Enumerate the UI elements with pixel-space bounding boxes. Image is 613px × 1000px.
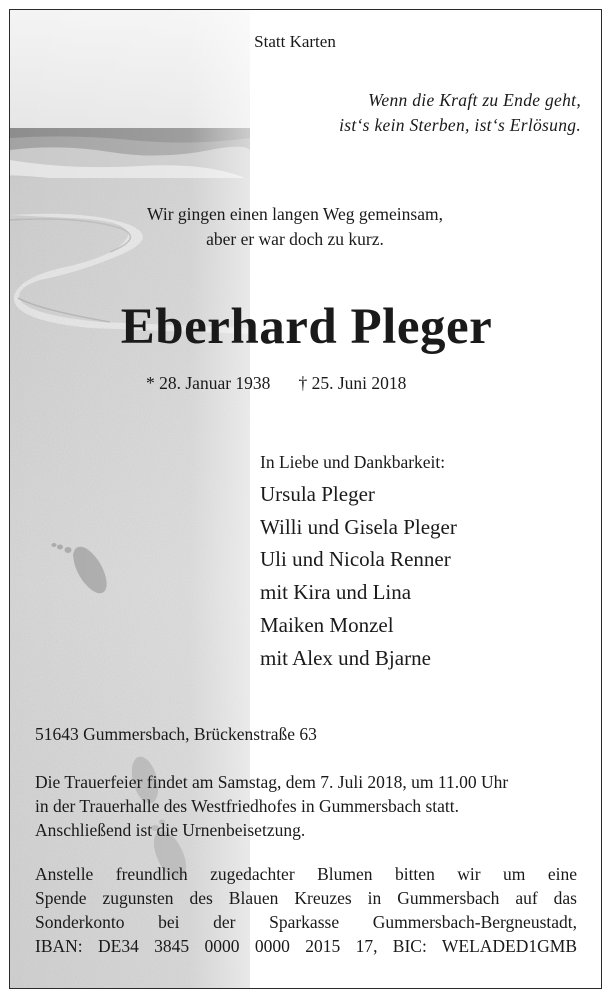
quote <box>339 88 581 138</box>
quote-line: ist‘s kein Sterben, ist‘s Erlösung. <box>339 115 581 135</box>
family-member: Maiken Monzel <box>260 612 394 637</box>
donation-notice <box>35 862 577 958</box>
family-member: Uli und Nicola Renner <box>260 547 451 572</box>
verse <box>110 202 480 252</box>
statt-karten-label: Statt Karten <box>254 32 336 51</box>
obituary-card <box>9 9 602 989</box>
ceremony-line: in der Trauerhalle des Westfriedhofes in Gummersbach statt. <box>35 796 459 816</box>
donation-line: Anstelle freundlich zugedachter Blumen bitten wir um eine <box>35 864 577 884</box>
family-intro: In Liebe und Dankbarkeit: <box>260 452 446 472</box>
family-member: Ursula Pleger <box>260 482 375 506</box>
ceremony-line: Anschließend ist die Urnenbeisetzung. <box>35 820 306 840</box>
deceased-name: Eberhard Pleger <box>120 299 493 355</box>
family-member: mit Alex und Bjarne <box>260 645 431 670</box>
donation-bank-details: IBAN: DE34 3845 0000 0000 2015 17, BIC: WELADED1GMB <box>35 936 577 956</box>
ceremony-notice <box>35 770 577 842</box>
family-member: mit Kira und Lina <box>260 580 412 605</box>
donation-line: Sonderkonto bei der Sparkasse Gummersbach-Bergneustadt, <box>35 912 577 932</box>
life-dates <box>146 373 406 394</box>
quote-line: Wenn die Kraft zu Ende geht, <box>368 90 581 110</box>
family-member: Willi und Gisela Pleger <box>260 514 457 539</box>
birth-date: * 28. Januar 1938 <box>146 373 271 393</box>
ceremony-line: Die Trauerfeier findet am Samstag, dem 7. Juli 2018, um 11.00 Uhr <box>35 772 509 792</box>
verse-line: Wir gingen einen langen Weg gemeinsam, <box>147 204 443 224</box>
donation-line: Spende zugunsten des Blauen Kreuzes in Gummersbach auf das <box>35 888 577 908</box>
address: 51643 Gummersbach, Brückenstraße 63 <box>35 724 317 744</box>
family-list <box>260 450 457 674</box>
verse-line: aber er war doch zu kurz. <box>206 229 384 249</box>
death-date: † 25. Juni 2018 <box>298 373 407 393</box>
